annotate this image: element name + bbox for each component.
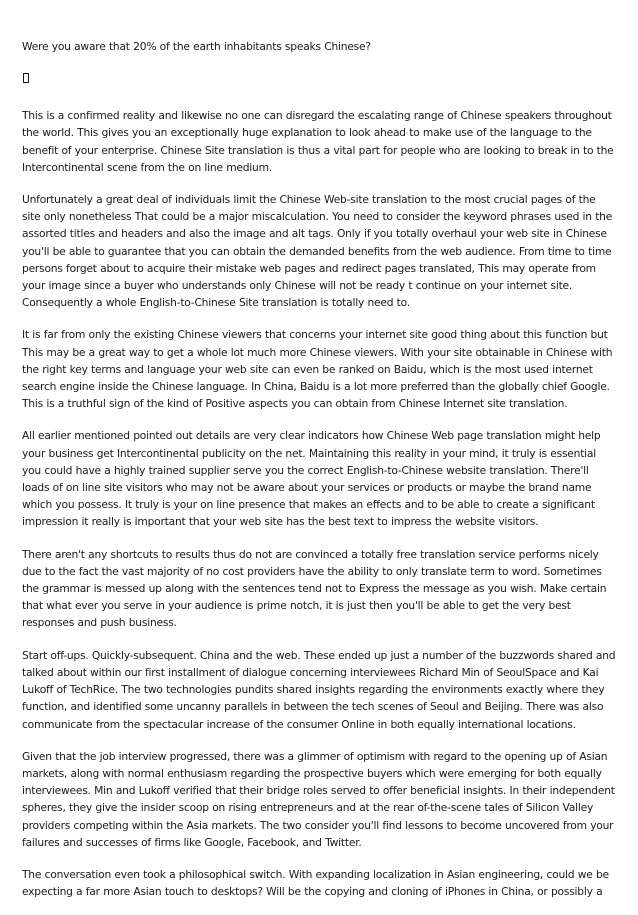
paragraph-2: Unfortunately a great deal of individuals limit the Chinese Web-site translation to the most crucial pages of the site only nonetheless That could be a major miscalculation. You need to consider the keyword phrases used in the assorted titles and headers and also the image and alt tags. Only if you totally overhaul your web site in Chinese you'll be able to guarantee that you can obtain the demanded benefits from the web audience. From time to time persons forget about to acquire their mistake web pages and redirect pages translated, This may operate from your image since a buyer who understands only Chinese will not be ready t continue on your internet site. Consequently a whole English-to-Chinese Site translation is totally need to. — [22, 193, 613, 310]
paragraph-3: It is far from only the existing Chinese viewers that concerns your internet site good thing about this function but This may be a great way to get a whole lot much more Chinese viewers. With your site obtainable in Chinese with the right key terms and language your web site can even be ranked on Baidu, which is the most used internet search engine inside the Chinese language. In China, Baidu is a lot more preferred than the globally chief Google. This is a truthful sign of the kind of Positive aspects you can obtain from Chinese Internet site translation. — [22, 328, 613, 411]
paragraph-4: All earlier mentioned pointed out details are very clear indicators how Chinese Web page translation might help your business get Intercontinental publicity on the net. Maintaining this reality in your mind, it truly is essential you could have a highly trained supplier serve you the correct English-to-Chinese website translation. There'll loads of on line site visitors who may not be aware about your services or products or maybe the brand name which you possess. It truly is your on line presence that makes an effects and to be able to create a significant impression it really is important that your web site has the best text to impress the website visitors. — [22, 429, 601, 529]
paragraph-8: The conversation even took a philosophical switch. With expanding localization in Asian engineering, could we be expecting a far more Asian touch to desktops? Will be the copying and cloning of iPhones in China, or possibly a — [22, 867, 609, 899]
paragraph-5: There aren't any shortcuts to results thus do not are convinced a totally free translation service performs nicely due to the fact the vast majority of no cost providers have the ability to only translate term to word. Sometimes the grammar is messed up along with the sentences tend not to Express the message as you wish. Make certain that what ever you serve in your audience is prime notch, it is just then you'll be able to get the very best responses and push business. — [22, 547, 607, 630]
paragraph-6: Start off-ups. Quickly-subsequent. China and the web. These ended up just a number of the buzzwords shared and talked about within our first installment of dialogue concerning interviewees Richard Min of SeoulSpace and Kai Lukoff of TechRice. The two technologies pundits shared insights regarding the environments exactly where they function, and identified some uncanny parallels in between the tech scenes of Seoul and Beijing. There was also communicate from the spectacular increase of the consumer Online in both equally international locations. — [22, 648, 616, 731]
missing-glyph-icon — [23, 73, 29, 83]
document-page — [22, 38, 616, 915]
paragraph-1: This is a confirmed reality and likewise no one can disregard the escalating range of Chinese speakers throughout the world. This gives you an exceptionally huge explanation to look ahead to make use of the language to the benefit of your enterprise. Chinese Site translation is thus a vital part for people who are looking to break in to the Intercontinental scene from the on line medium. — [22, 109, 614, 174]
paragraph-7: Given that the job interview progressed, there was a glimmer of optimism with regard to the opening up of Asian markets, along with normal enthusiasm regarding the prospective buyers which were emerging for both equally interviewees. Min and Lukoff verified that their bridge roles served to offer beneficial insights. In their independent spheres, they give the insider scoop on rising entrepreneurs and at the rear of-the-scene tales of Silicon Valley providers competing within the Asia markets. The two consider you'll find lessons to become uncovered from your failures and successes of firms like Google, Facebook, and Twitter. — [22, 749, 615, 849]
intro-line: Were you aware that 20% of the earth inhabitants speaks Chinese? — [22, 40, 371, 53]
